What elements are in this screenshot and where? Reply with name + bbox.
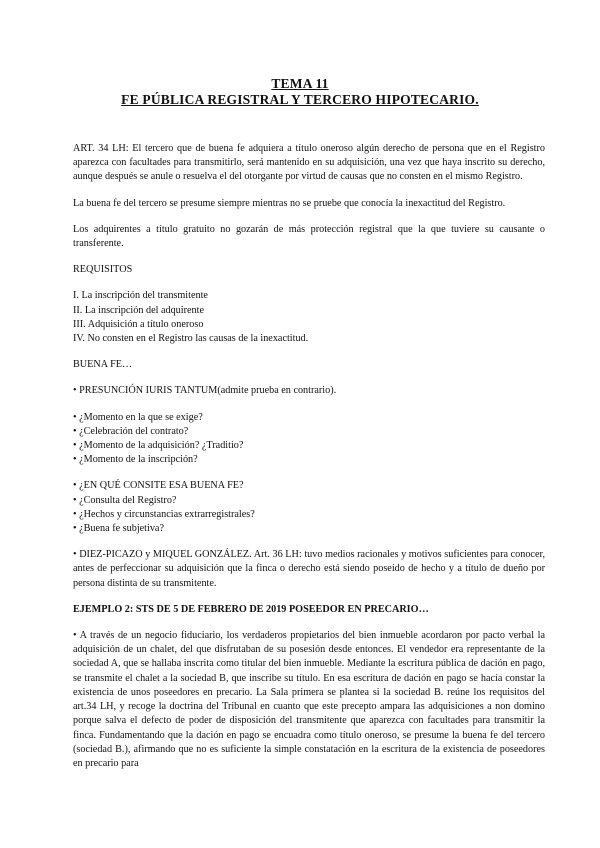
page-title: TEMA 11 xyxy=(271,76,329,91)
list-item: • ¿Momento de la inscripción? xyxy=(73,454,198,466)
list-item: II. La inscripción del adquirente xyxy=(73,304,204,316)
article-34-paragraph: ART. 34 LH: El tercero que de buena fe adquiera a título oneroso algún derecho de persona que en el Registro aparezca con facultades para transmitirlo, será mantenido en su adquisición, una vez que haya inscrito su derecho, aunque después se anule o resuelva el del otorgante por virtud de causas que no consten en el mismo Registro. xyxy=(73,143,545,183)
list-item: • ¿Consulta del Registro? xyxy=(73,494,177,506)
diez-picazo-paragraph: • DIEZ-PICAZO y MIQUEL GONZÁLEZ. Art. 36 LH: tuvo medios racionales y motivos suficientes para conocer, antes de perfeccionar su adquisición que la finca o derecho está siendo poseído de hecho y a título de dueño por persona distinta de su transmitente. xyxy=(73,549,545,589)
requisitos-heading: REQUISITOS xyxy=(73,264,133,276)
list-item: • ¿EN QUÉ CONSITE ESA BUENA FE? xyxy=(73,480,244,492)
document-body xyxy=(73,142,545,771)
buena-fe-heading: BUENA FE… xyxy=(73,359,133,371)
presuncion-bullet: • PRESUNCIÓN IURIS TANTUM(admite prueba en contrario). xyxy=(73,385,337,397)
list-item: IV. No consten en el Registro las causas de la inexactitud. xyxy=(73,333,309,345)
list-item: • ¿Momento en la que se exige? xyxy=(73,411,203,423)
list-item: III. Adquisición a título oneroso xyxy=(73,318,204,330)
page-subtitle: FE PÚBLICA REGISTRAL Y TERCERO HIPOTECARIO. xyxy=(121,92,479,107)
list-item: I. La inscripción del transmitente xyxy=(73,290,208,302)
ejemplo-heading: EJEMPLO 2: STS DE 5 DE FEBRERO DE 2019 POSEEDOR EN PRECARIO… xyxy=(73,603,429,615)
presumption-paragraph: La buena fe del tercero se presume siempre mientras no se pruebe que conocía la inexactitud del Registro. xyxy=(73,197,506,209)
list-item: • ¿Momento de la adquisición? ¿Traditio? xyxy=(73,440,244,452)
list-item: • ¿Buena fe subjetiva? xyxy=(73,523,164,535)
gratuitous-paragraph: Los adquirentes a título gratuito no gozarán de más protección registral que la que tuviere su causante o transferente. xyxy=(73,223,545,250)
list-item: • ¿Hechos y circunstancias extrarregistrales? xyxy=(73,508,255,520)
ejemplo-paragraph: • A través de un negocio fiduciario, los verdaderos propietarios del bien inmueble acordaron por pacto verbal la adquisición de un chalet, del que disfrutaban de su posesión desde entonces. El vendedor era representante de la sociedad A, que se hallaba inscrita como titular del bien inmueble. Mediante la escritura pública de dación en pago, se transmite el chalet a la sociedad B, que inscribe su título. En esa escritura de dación en pago se hacía constar la existencia de unos poseedores en precario. La Sala primera se plantea si la sociedad B. reúne los requisitos del art.34 LH, y recoge la doctrina del Tribunal en cuanto que este precepto ampara las adquisiciones a non domino porque salva el defecto de poder de disposición del transmitente que aparezca con facultades para transmitir la finca. Fundamentando que la dación en pago se encuadra como título oneroso, se presume la buena fe del tercero (sociedad B.), afirmando que no es suficiente la simple constatación en la escritura de la existencia de poseedores en precario para xyxy=(73,630,545,769)
list-item: • ¿Celebración del contrato? xyxy=(73,425,189,437)
